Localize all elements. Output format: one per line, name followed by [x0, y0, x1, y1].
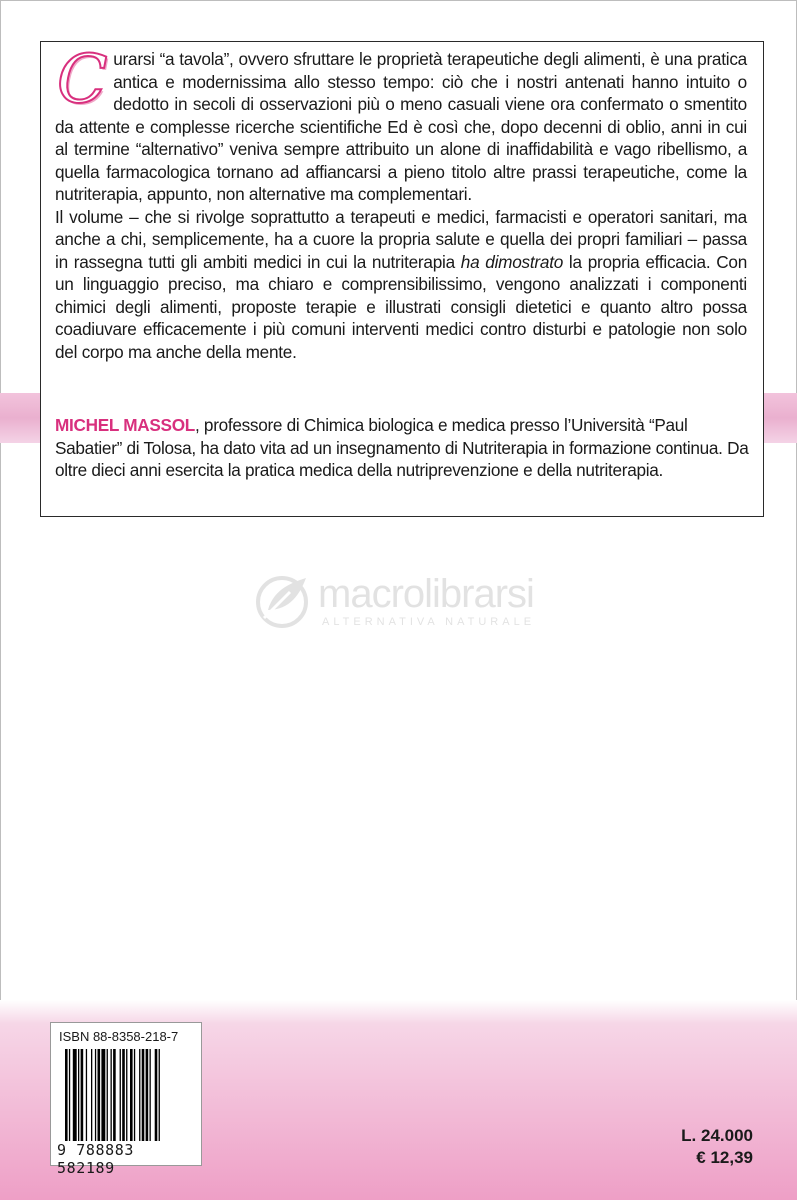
barcode-bar: [142, 1049, 145, 1141]
watermark: [250, 568, 570, 638]
barcode-bar: [95, 1049, 96, 1141]
barcode-bars: [65, 1049, 189, 1141]
barcode-bar: [122, 1049, 125, 1141]
blurb-text: [55, 41, 748, 363]
barcode-bar: [159, 1049, 160, 1141]
ean-number: 9 788883 582189: [57, 1141, 135, 1177]
blurb-italic-phrase: ha dimostrato: [460, 251, 564, 272]
barcode-bar: [111, 1049, 112, 1141]
price-lire: L. 24.000: [681, 1126, 753, 1145]
barcode-bar: [120, 1049, 121, 1141]
barcode-bar: [78, 1049, 79, 1141]
barcode-bar: [81, 1049, 84, 1141]
barcode-bar: [130, 1049, 133, 1141]
blurb-paragraph-2-end: la propria efficacia. Con un linguaggio preciso, ma chiaro e comprensibilissimo, vengono analizzati i componenti chimici degli alimenti, proposte terapie e illustrati consigli dietetici e quanto altro possa coadiuvare efficacemente i più comuni interventi medici contro disturbi e patologie non solo del corpo ma anche della mente.: [55, 251, 748, 362]
blurb-paragraph-1-text: urarsi “a tavola”, ovvero sfruttare le proprietà terapeutiche degli alimenti, è una pratica antica e modernissima allo stesso tempo: ciò che i nostri antenati hanno intuito o dedotto in secoli di osservazioni più o meno casuali viene ora confermato o smentito da attente e complesse ricerche scientifiche Ed è così che, dopo decenni di oblio, anni in cui al termine “alternativo” veniva sempre attribuito un alone di inaffidabilità e vago ribellismo, a quella farmacologica tornano ad affiancarsi a pieno titolo altre prassi terapeutiche, come la nutriterapia, appunto, non alternative ma complementari.: [55, 49, 747, 204]
barcode-label: [50, 1022, 202, 1177]
barcode-bar: [107, 1049, 108, 1141]
isbn-text: ISBN 88-8358-218-7: [59, 1029, 179, 1044]
barcode-bar: [113, 1049, 116, 1141]
barcode-bar: [126, 1049, 127, 1141]
barcode-bar: [65, 1049, 68, 1141]
barcode-bar: [155, 1049, 158, 1141]
leaf-icon: [250, 568, 314, 632]
barcode-bar: [139, 1049, 140, 1141]
watermark-tagline: ALTERNATIVA NATURALE: [322, 616, 536, 628]
price-block: [681, 1125, 753, 1169]
watermark-brand: macrolibrarsi: [318, 572, 534, 616]
barcode-bar: [98, 1049, 101, 1141]
barcode-bar: [86, 1049, 87, 1141]
blurb-paragraph-2-start: Il volume – che si rivolge soprattutto a terapeuti e medici, farmacisti e operatori sanitari, ma anche a chi, semplicemente, ha a cuore la propria salute e quella dei propri familiari – passa in rassegna tutti gli ambiti medici in cui la nutriterapia: [55, 206, 747, 272]
drop-cap: C: [57, 41, 108, 118]
blurb-paragraph-2: [55, 206, 747, 364]
barcode-bar: [146, 1049, 149, 1141]
barcode-bar: [101, 1049, 105, 1141]
price-euro: € 12,39: [696, 1148, 753, 1167]
barcode-bar: [150, 1049, 151, 1141]
author-name: MICHEL MASSOL: [55, 415, 195, 435]
barcode-bar: [69, 1049, 70, 1141]
author-bio-text: , professore di Chimica biologica e medica presso l’Università “Paul Sabatier” di Tolosa, ha dato vita ad un insegnamento di Nutriterapia in formazione continua. Da oltre dieci anni esercita la pratica medica della nutriprevenzione e della nutriterapia.: [55, 415, 749, 480]
blurb-paragraph-1: [55, 41, 747, 206]
barcode-bar: [73, 1049, 77, 1141]
author-bio: [55, 414, 750, 482]
barcode-bar: [134, 1049, 135, 1141]
barcode-bar: [91, 1049, 92, 1141]
